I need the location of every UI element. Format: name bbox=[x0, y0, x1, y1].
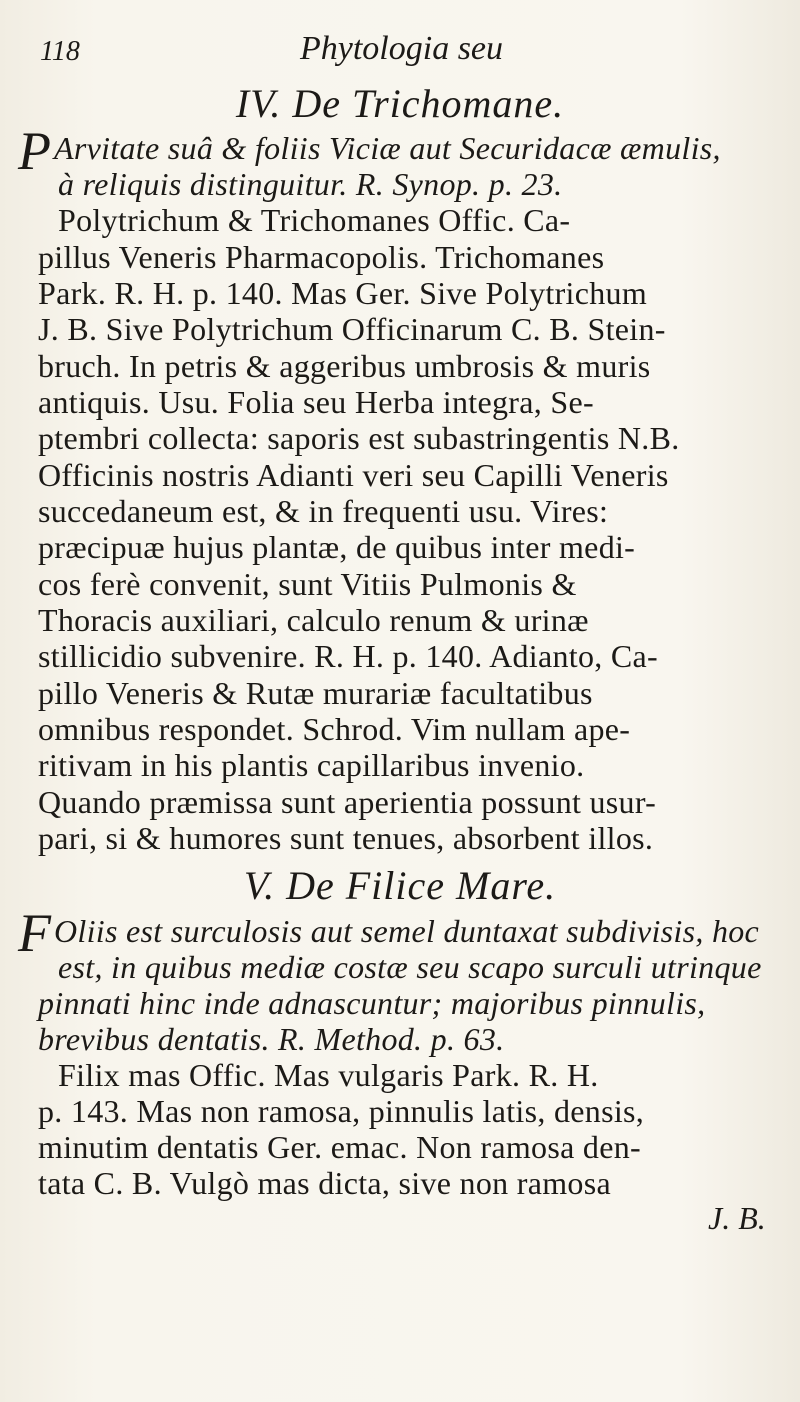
text-line: pari, si & humores sunt tenues, absorbent illos. bbox=[38, 820, 654, 856]
text-line: stillicidio subvenire. R. H. p. 140. Adianto, Ca- bbox=[38, 638, 658, 674]
text-line: à reliquis distinguitur. R. Synop. p. 23. bbox=[58, 166, 563, 202]
text-line: Quando præmissa sunt aperientia possunt usur- bbox=[38, 784, 657, 820]
text-line: est, in quibus mediæ costæ seu scapo surculi utrinque bbox=[58, 949, 762, 985]
catchword: J. B. bbox=[708, 1200, 766, 1236]
text-line: Thoracis auxiliari, calculo renum & urinæ bbox=[38, 602, 589, 638]
text-line: antiquis. Usu. Folia seu Herba integra, Se- bbox=[38, 384, 594, 420]
text-line: tata C. B. Vulgò mas dicta, sive non ramosa bbox=[38, 1165, 611, 1201]
text-line: Filix mas Offic. Mas vulgaris Park. R. H. bbox=[58, 1057, 599, 1093]
text-line: bruch. In petris & aggeribus umbrosis & muris bbox=[38, 348, 651, 384]
text-line: succedaneum est, & in frequenti usu. Vires: bbox=[38, 493, 609, 529]
page-header bbox=[0, 26, 800, 76]
text-line: Polytrichum & Trichomanes Offic. Ca- bbox=[58, 202, 571, 238]
text-line: ritivam in his plantis capillaribus invenio. bbox=[38, 747, 585, 783]
drop-cap: P bbox=[18, 121, 51, 181]
text-line: minutim dentatis Ger. emac. Non ramosa den- bbox=[38, 1129, 641, 1165]
running-title: Phytologia seu bbox=[300, 30, 504, 67]
text-line: omnibus respondet. Schrod. Vim nullam ape- bbox=[38, 711, 631, 747]
text-line: J. B. Sive Polytrichum Officinarum C. B. Stein- bbox=[38, 311, 666, 347]
text-line: pillo Veneris & Rutæ murariæ facultatibus bbox=[38, 675, 593, 711]
section-heading-filix: V. De Filice Mare. bbox=[243, 863, 557, 908]
section-heading-trichomane: IV. De Trichomane. bbox=[235, 81, 565, 126]
text-line: p. 143. Mas non ramosa, pinnulis latis, densis, bbox=[38, 1093, 645, 1129]
text-line: præcipuæ hujus plantæ, de quibus inter medi- bbox=[38, 529, 636, 565]
text-line: ptembri collecta: saporis est subastringentis N.B. bbox=[38, 420, 680, 456]
text-line: Officinis nostris Adianti veri seu Capilli Veneris bbox=[38, 457, 669, 493]
page-number: 118 bbox=[40, 36, 80, 67]
drop-cap: F bbox=[18, 903, 51, 963]
text-line: Oliis est surculosis aut semel duntaxat subdivisis, hoc bbox=[54, 913, 760, 949]
text-line: Arvitate suâ & foliis Viciæ aut Securidacæ æmulis, bbox=[54, 130, 721, 166]
text-line: pillus Veneris Pharmacopolis. Trichomanes bbox=[38, 239, 605, 275]
text-line: Park. R. H. p. 140. Mas Ger. Sive Polytrichum bbox=[38, 275, 648, 311]
text-line: brevibus dentatis. R. Method. p. 63. bbox=[38, 1021, 505, 1057]
text-line: pinnati hinc inde adnascuntur; majoribus pinnulis, bbox=[38, 985, 706, 1021]
text-line: cos ferè convenit, sunt Vitiis Pulmonis & bbox=[38, 566, 577, 602]
